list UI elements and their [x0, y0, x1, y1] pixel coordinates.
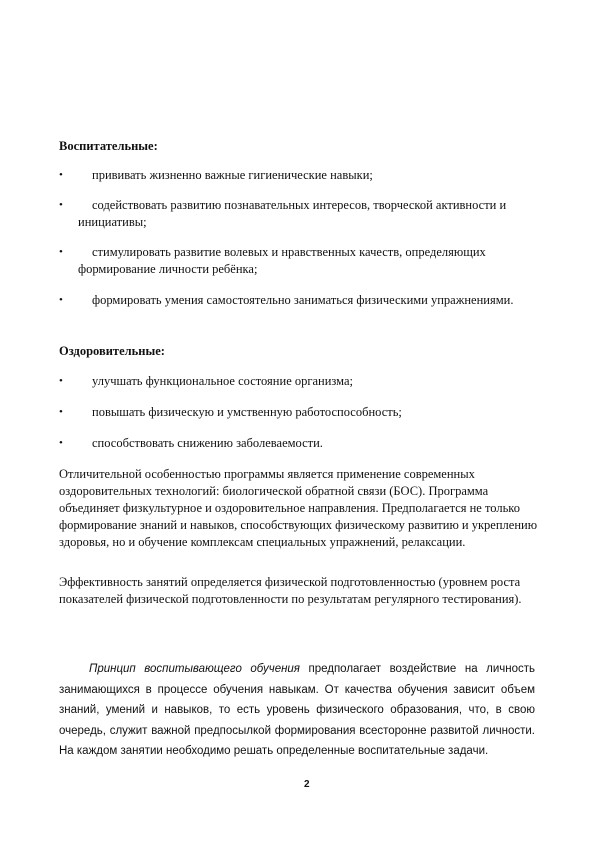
list-item-text: прививать жизненно важные гигиенические навыки;: [92, 168, 373, 182]
page-number: 2: [304, 779, 310, 790]
list-item: [59, 244, 559, 278]
principle-paragraph: [59, 659, 535, 762]
bullet-icon: •: [59, 294, 63, 306]
bullet-icon: •: [59, 375, 63, 387]
list-item-text: стимулировать развитие волевых и нравственных качеств, определяющих формирование личности ребёнка;: [78, 245, 486, 276]
principle-text: предполагает воздействие на личность занимающихся в процессе обучения навыкам. От качества обучения зависит объем знаний, умений и навыков, то есть уровень физического образования, что, в свою очередь, служит важной предпосылкой формирования всесторонне развитой личности. На каждом занятии необходимо решать определенные воспитательные задачи.: [59, 663, 535, 757]
bullet-icon: •: [59, 246, 63, 258]
list-item: [59, 197, 559, 231]
list-item: [59, 404, 559, 421]
bullet-icon: •: [59, 199, 63, 211]
list-item-text: формировать умения самостоятельно заниматься физическими упражнениями.: [92, 293, 514, 307]
bullet-icon: •: [59, 406, 63, 418]
effectiveness-paragraph: Эффективность занятий определяется физической подготовленностью (уровнем роста показателей физической подготовленности по результатам регулярного тестирования).: [59, 575, 522, 606]
list-item: [59, 292, 559, 309]
section-title-health: Оздоровительные:: [59, 344, 165, 358]
list-item-text: повышать физическую и умственную работоспособность;: [92, 405, 402, 419]
program-feature-paragraph: Отличительной особенностью программы является применение современных оздоровительных технологий: биологической обратной связи (БОС). Программа объединяет физкультурное и оздоровительное направления. Предполагается не только формирование знаний и навыков, способствующих физическому развитию и укреплению здоровья, но и обучение комплексам специальных упражнений, релаксации.: [59, 467, 538, 549]
list-item: [59, 435, 559, 452]
list-item-text: способствовать снижению заболеваемости.: [92, 436, 323, 450]
list-item: [59, 373, 559, 390]
section-title-upbringing: Воспитательные:: [59, 139, 158, 153]
bullet-icon: •: [59, 169, 63, 181]
bullet-icon: •: [59, 437, 63, 449]
list-item-text: улучшать функциональное состояние организма;: [92, 374, 354, 388]
list-item: [59, 167, 559, 184]
list-item-text: содействовать развитию познавательных интересов, творческой активности и инициативы;: [78, 198, 507, 229]
principle-term: Принцип воспитывающего обучения: [89, 663, 300, 675]
